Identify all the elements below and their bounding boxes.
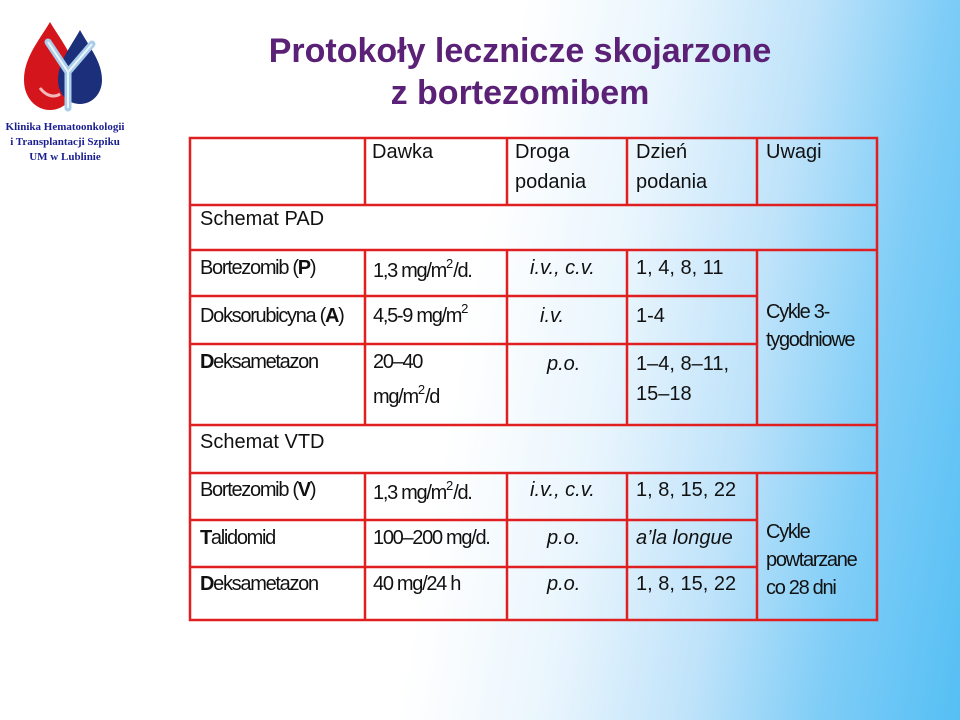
pad-row3-route: p.o. — [547, 353, 581, 375]
drug-rest: eksametazon — [213, 351, 318, 373]
header-dose: Dawka — [372, 141, 434, 163]
pad-row2-route: i.v. — [540, 305, 565, 327]
drug-prefix: Doksorubicyna ( — [200, 305, 326, 327]
vtd-row3-day: 1, 8, 15, 22 — [636, 573, 737, 595]
vtd-row3-dose: 40 mg/24 h — [373, 573, 461, 595]
pad-row2-day: 1-4 — [636, 305, 665, 327]
drug-letter: D — [200, 573, 214, 595]
pad-row1-route: i.v., c.v. — [530, 257, 595, 279]
vtd-note-line1: Cykle — [766, 521, 810, 543]
header-route-line2: podania — [515, 171, 587, 193]
clinic-name-line2: i Transplantacji Szpiku — [10, 136, 120, 148]
dose-text: 4,5-9 mg/m — [373, 305, 462, 327]
pad-row3-day-line1: 1–4, 8–11, — [636, 353, 730, 375]
vtd-row1-dose — [373, 478, 472, 507]
pad-row2-dose — [373, 301, 469, 330]
vtd-row2-dose: 100–200 mg/d. — [373, 527, 490, 549]
clinic-logo-icon — [10, 18, 120, 114]
drug-letter: T — [200, 527, 211, 549]
page-title-line2: z bortezomibem — [390, 74, 650, 112]
pad-row2-drug — [200, 304, 344, 328]
vtd-row3-drug — [200, 572, 318, 596]
pad-row1-dose — [373, 256, 472, 285]
pad-row3-day-line2: 15–18 — [636, 383, 692, 405]
vtd-row1-drug — [200, 478, 315, 502]
dose-unit: /d — [425, 386, 440, 408]
drug-rest: eksametazon — [213, 573, 318, 595]
vtd-row2-drug — [200, 526, 275, 550]
header-day-line2: podania — [636, 171, 708, 193]
drug-letter: A — [325, 305, 339, 327]
header-route-line1: Droga — [515, 141, 570, 163]
vtd-note-line2: powtarzane — [766, 549, 857, 571]
header-notes: Uwagi — [766, 141, 822, 163]
drug-letter: D — [200, 351, 214, 373]
vtd-row2-day: a’la longue — [636, 527, 733, 549]
pad-row3-drug — [200, 350, 318, 374]
drug-letter: V — [297, 479, 310, 501]
dose-text: 1,3 mg/m — [373, 260, 446, 282]
section-title-pad: Schemat PAD — [200, 208, 325, 230]
clinic-name — [0, 120, 130, 165]
page-title-line1: Protokoły lecznicze skojarzone — [268, 32, 772, 70]
section-title-vtd: Schemat VTD — [200, 431, 325, 453]
drug-suffix: ) — [338, 305, 344, 327]
dose-unit: /d. — [453, 260, 472, 282]
pad-row1-drug — [200, 256, 315, 280]
page-title — [160, 30, 880, 114]
drug-prefix: Bortezomib ( — [200, 257, 298, 279]
header-day-line1: Dzień — [636, 141, 688, 163]
dose-unit: /d. — [453, 482, 472, 504]
vtd-row2-route: p.o. — [547, 527, 581, 549]
dose-superscript: 2 — [461, 301, 469, 316]
clinic-name-line3: UM w Lublinie — [29, 151, 101, 163]
pad-row1-day: 1, 4, 8, 11 — [636, 257, 724, 279]
vtd-row1-route: i.v., c.v. — [530, 479, 595, 501]
vtd-row3-route: p.o. — [547, 573, 581, 595]
dose-superscript: 2 — [417, 382, 426, 397]
vtd-note-line3: co 28 dni — [766, 577, 836, 599]
dose-text: 1,3 mg/m — [373, 482, 446, 504]
drug-prefix: Bortezomib ( — [200, 479, 298, 501]
pad-note-line1: Cykle 3- — [766, 301, 829, 323]
drug-letter: P — [297, 257, 310, 279]
pad-row3-dose-line2 — [373, 382, 440, 411]
clinic-name-line1: Klinika Hematoonkologii — [5, 121, 125, 133]
dose-superscript: 2 — [445, 256, 454, 271]
drug-rest: alidomid — [210, 527, 276, 549]
drug-suffix: ) — [309, 479, 316, 501]
drug-suffix: ) — [309, 257, 316, 279]
pad-note-line2: tygodniowe — [766, 329, 855, 351]
vtd-row1-day: 1, 8, 15, 22 — [636, 479, 737, 501]
dose-text: mg/m — [373, 386, 418, 408]
dose-superscript: 2 — [445, 478, 454, 493]
pad-row3-dose-line1: 20–40 — [373, 351, 423, 373]
